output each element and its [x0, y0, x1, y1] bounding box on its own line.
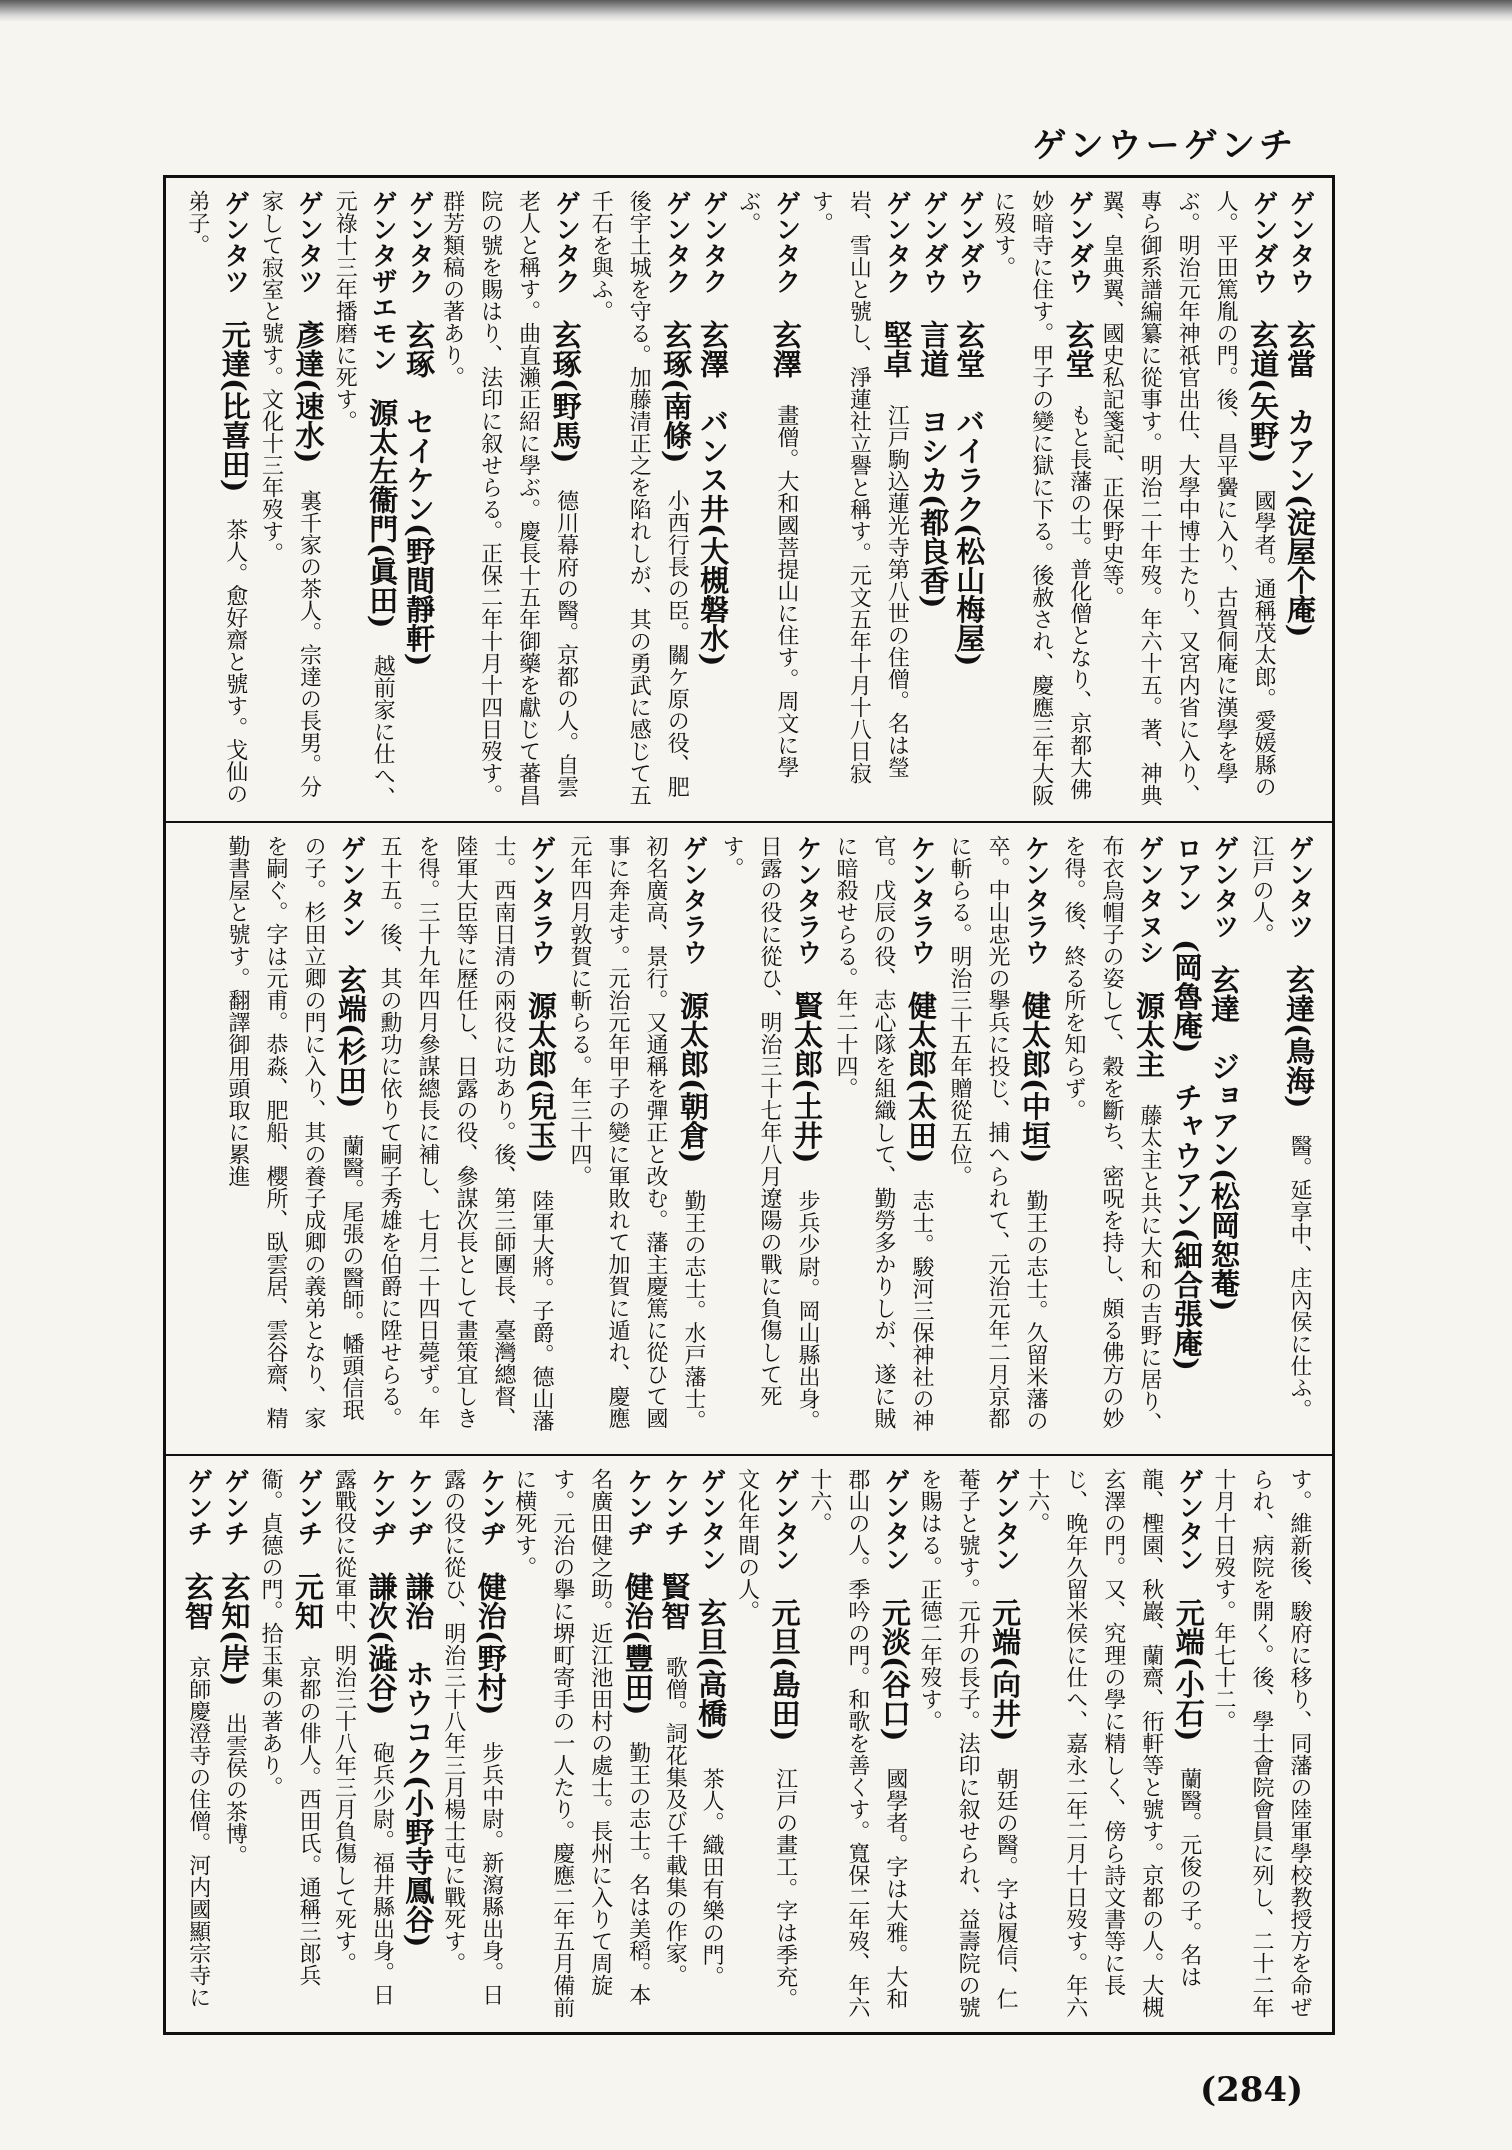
entry-reading: ゲンタザエモン: [367, 190, 398, 372]
entry-reading: ケンヂ: [366, 1468, 397, 1546]
entry-reading: ゲンタン: [696, 1468, 727, 1572]
entry-reading: ゲンタン: [336, 835, 366, 939]
entry-headword: 言道 ヨシカ(都良香): [916, 320, 951, 609]
entry-reading: ケンチ: [659, 1468, 690, 1546]
entry-description: 出雲侯の茶博。: [222, 1712, 248, 1867]
entry-headword: 玄琢(南條): [659, 320, 694, 464]
entry-reading: ゲンタツ: [219, 190, 250, 294]
entry-description: 畫僧。大和國菩提山に住す。周文に學ぶ。: [735, 190, 799, 778]
dictionary-entry: [1054, 835, 1168, 1442]
entry-description: 小西行長の臣。關ケ原の役、肥後宇土城を守る。加藤清正之を陷れしが、其の勇武に感じて五千石を與ふ。: [588, 190, 690, 806]
entry-reading: ゲンチ: [182, 1468, 213, 1546]
dictionary-entry: [987, 190, 1098, 809]
dictionary-entry: [805, 190, 916, 809]
dictionary-entry: [915, 190, 951, 809]
entry-reading: ケンタラウ: [1020, 835, 1050, 965]
entry-reading: ゲンタク: [550, 190, 581, 294]
dictionary-entry: [1098, 190, 1282, 809]
dictionary-entry: [585, 190, 696, 809]
entry-headword: 賢智: [657, 1572, 692, 1630]
entry-headword: 元達(比喜田): [217, 320, 252, 493]
dictionary-entry: [400, 1468, 436, 2020]
entry-reading: ゲンタン: [769, 1468, 800, 1572]
entry-description: 德川幕府の醫。京都の人。自雲老人と稱す。曲直瀨正紹に學ぶ。慶長十五年御藥を獻じて蕃昌院の號を賜はり、法印に叙せらる。正保二年十月十四日歿す。群芳類稿の著あり。: [439, 190, 579, 806]
entry-reading: ゲンタク: [881, 190, 912, 294]
dictionary-entry: [560, 835, 712, 1442]
entry-headword: 元知: [290, 1572, 325, 1630]
entry-headword: 源太郎(朝倉): [676, 991, 710, 1164]
entry-headword: 玄琢(野馬): [548, 320, 583, 464]
entry-description: もと長藩の士。普化僧となり、京都大佛妙暗寺に住す。甲子の變に獄に下る。後赦され、慶應三年大阪に歿す。: [990, 190, 1092, 806]
entry-reading: ケンヂ: [403, 1468, 434, 1546]
entry-headword: 玄堂 バイラク(松山梅屋): [952, 320, 987, 667]
entry-description: 京師慶澄寺の住僧。河内國顯宗寺に: [185, 1656, 211, 2008]
dictionary-entry: [1242, 835, 1318, 1442]
entry-headword: 元端(向井): [988, 1598, 1023, 1742]
entry-reading: ゲンタツ: [1284, 835, 1314, 939]
entry-reading: ゲンタク: [770, 190, 801, 294]
entry-description: 蘭醫。尾張の醫師。幡頭信珉の子。杉田立卿の門に入り、其の養子成卿の義弟となり、家を嗣ぐ。字は元甫。恭淼、肥船、櫻所、臥雲居、雲谷齋、精勤書屋と號す。翻譯御用頭取に累進: [225, 835, 364, 1429]
entry-description: 勤王の志士。名は美稻。本名廣田健之助。近江池田村の處士。長州に入りて周旋す。元治の擧に堺町寄手の一人たり。慶應二年五月備前に横死す。: [511, 1468, 651, 2018]
entry-description: 裏千家の茶人。宗達の長男。分家して寂室と號す。文化十三年歿す。: [258, 190, 322, 798]
entry-description: 江戸の畫工。字は季充。文化年間の人。: [734, 1468, 798, 2010]
dictionary-entry: [218, 835, 370, 1442]
entry-reading: ゲンダウ: [918, 190, 949, 294]
entry-band-middle: [166, 823, 1332, 1456]
entry-reading: ゲンタン: [879, 1468, 910, 1572]
dictionary-entry: [328, 190, 402, 809]
dictionary-entry: [217, 1468, 254, 2020]
entry-description: 茶人。織田有樂の門。: [699, 1767, 725, 1988]
dictionary-entry: [401, 190, 437, 809]
entry-reading: ゲンダウ: [1248, 190, 1279, 294]
entry-reading: ゲンタク: [698, 190, 729, 294]
entry-headword: 源太郎(兒玉): [524, 991, 558, 1164]
entry-headword: (岡魯庵) チャウアン(細合張庵): [1170, 939, 1204, 1371]
entry-description: 江戸駒込蓮光寺第八世の住僧。名は瑩岩、雪山と號し、淨蓮社立譽と稱す。元文五年十月十八日寂す。: [808, 190, 910, 784]
entry-description: 志士。駿河三保神社の神官。戊辰の役、志心隊を組織して、勤勞多かりしが、遂に賊に暗殺せらる。年二十四。: [833, 835, 934, 1432]
dictionary-entry: [1208, 1468, 1318, 2020]
dictionary-entry: [437, 190, 584, 809]
entry-reading: ゲンタク: [404, 190, 435, 294]
dictionary-entry: [254, 190, 328, 809]
dictionary-entry: [712, 835, 826, 1442]
entry-headword: 賢太郎(土井): [790, 991, 824, 1164]
entry-reading: ゲンタヌシ: [1134, 835, 1164, 965]
entry-reading: ゲンタツ: [293, 190, 324, 294]
dictionary-entry: [370, 835, 560, 1442]
entry-reading: ケンヂ: [475, 1468, 506, 1546]
entry-headword: 玄旦(高橋): [694, 1598, 729, 1742]
entry-reading: ゲンタク: [661, 190, 692, 294]
entry-headword: 玄澤 バンス井(大槻磐水): [696, 320, 731, 667]
entry-band-top: [166, 178, 1332, 823]
entry-headword: 彥達(速水): [291, 320, 326, 464]
entry-description: 醫。延享中、庄內侯に仕ふ。江戸の人。: [1249, 835, 1312, 1421]
entry-headword: 謙治 ホウコク(小野寺鳳谷): [401, 1572, 436, 1948]
entry-reading: ゲンタラウ: [526, 835, 556, 965]
dictionary-entry: [804, 1468, 914, 2020]
entry-band-bottom: [166, 1456, 1332, 2032]
dictionary-entry: [327, 1468, 400, 2020]
entry-reading: ケンタラウ: [792, 835, 822, 965]
entry-headword: 健太郎(太田): [904, 991, 938, 1164]
entry-headword: 健治(豐田): [620, 1572, 655, 1716]
entry-reading: ケンタラウ: [906, 835, 936, 965]
dictionary-frame: [163, 175, 1335, 2035]
entry-headword: 謙次(澁谷): [364, 1572, 399, 1716]
dictionary-entry: [436, 1468, 509, 2020]
entry-reading: ゲンダウ: [954, 190, 985, 294]
entry-headword: 玄達(鳥海): [1282, 965, 1316, 1109]
entry-headword: 堅卓: [879, 320, 914, 378]
entry-headword: 源太主: [1132, 991, 1166, 1078]
entry-reading: ゲンダウ: [1063, 190, 1094, 294]
entry-description: 京都の俳人。西田氏。通稱三郎兵衞。貞德の門。拾玉集の著あり。: [257, 1468, 321, 1986]
entry-reading: ゲンタツ: [1209, 835, 1239, 939]
entry-description: 茶人。愈好齋と號す。戈仙の弟子。: [184, 190, 248, 805]
dictionary-entry: [1282, 190, 1318, 809]
entry-headword: 玄道(矢野): [1246, 320, 1281, 464]
entry-description: 勤王の志士。水戸藩士。初名廣高、景行。又通稱を彈正と改む。藩主慶篤に從ひて國事に奔走す。元治元年甲子の變に軍敗れて加賀に遁れ、慶應元年四月敦賀に斬らる。年三十四。: [567, 835, 706, 1432]
entry-headword: 健治(野村): [473, 1572, 508, 1716]
entry-reading: ゲンタン: [1173, 1468, 1204, 1572]
entry-description: 陸軍大將。子爵。德山藩士。西南日清の兩役に功あり。後、第三師團長、臺灣總督、陸軍大臣等に歷任し、日露の役、參謀次長として畫策宜しきを得。三十九年四月參謀總長に補し、七月二十四日薨ず。年五十五。後、其の勳功に依りて嗣子秀雄を伯爵に陞せらる。: [377, 835, 554, 1432]
entry-headword: 玄端(杉田): [334, 965, 368, 1109]
entry-description: 越前家に仕へ、元祿十三年播磨に死す。: [332, 190, 396, 809]
dictionary-entry: [253, 1468, 326, 2020]
entry-reading: ゲンタン: [990, 1468, 1021, 1572]
entry-description: 步兵中尉。新瀉縣出身。日露の役に從ひ、明治三十八年三月楊士屯に戰死す。: [440, 1468, 504, 2006]
entry-headword: 健太郎(中垣): [1018, 991, 1052, 1164]
entry-reading: ゲンチ: [219, 1468, 250, 1546]
page-number: (284): [1200, 2070, 1304, 2110]
entry-headword: 玄琢 セイケン(野間靜軒): [402, 320, 437, 667]
entry-description: 勤王の志士。久留米藩の卒。中山忠光の擧兵に投じ、捕へられて、元治元年二月京都に斬らる。明治三十五年贈從五位。: [947, 835, 1048, 1432]
entry-headword: 元旦(島田): [767, 1598, 802, 1742]
dictionary-entry: [180, 190, 254, 809]
entry-reading: ロアン: [1172, 835, 1202, 913]
entry-headword: 玄達 ジョアン(松岡恕菴): [1207, 965, 1241, 1312]
dictionary-entry: [951, 190, 987, 809]
entry-description: 蘭醫。元俊の子。名は龍、檉園、秋巖、蘭齋、衎軒等と號す。京都の人。大槻玄澤の門。又、究理の學に精しく、傍ら詩文書等に長じ、晚年久留米侯に仕へ、嘉永二年二月十日歿す。年六十六。: [1024, 1468, 1202, 2018]
dictionary-entry: [695, 190, 731, 809]
dictionary-entry: [180, 1468, 217, 2020]
entry-headword: 玄堂: [1061, 320, 1096, 378]
entry-description: 步兵少尉。岡山縣出身。日露の役に從ひ、明治三十七年八月遼陽の戰に負傷して死す。: [719, 835, 820, 1432]
entry-description: す。維新後、駿府に移り、同藩の陸軍學校教授方を命ぜられ、病院を開く。後、學士會院會員に列し、二十二年十月十日歿す。年七十二。: [1211, 1468, 1312, 2018]
dictionary-entry: [730, 1468, 803, 2020]
dictionary-entry: [1024, 1468, 1208, 2020]
entry-headword: 玄當 カアン(淀屋个庵): [1283, 320, 1317, 638]
dictionary-entry: [826, 835, 940, 1442]
entry-headword: 玄澤: [768, 320, 803, 378]
entry-reading: ゲンタラウ: [678, 835, 708, 965]
entry-reading: ケンヂ: [622, 1468, 653, 1546]
entry-description: 藤太主と共に大和の吉野に居り、布衣烏帽子の姿して、穀を斷ち、密呪を持し、頗る佛方の妙を得。後、終る所を知らず。: [1061, 835, 1162, 1434]
entry-headword: 玄知(岸): [217, 1572, 252, 1687]
running-header: ゲンウーゲンチ: [1032, 126, 1297, 166]
dictionary-entry: [693, 1468, 730, 2020]
dictionary-entry: [1168, 835, 1205, 1442]
dictionary-entry: [914, 1468, 1024, 2020]
entry-reading: ゲンタウ: [1285, 190, 1315, 294]
entry-description: 歌僧。詞花集及び千載集の作家。: [662, 1656, 688, 1986]
dictionary-entry: [940, 835, 1054, 1442]
entry-headword: 元淡(谷口): [877, 1598, 912, 1742]
entry-reading: ゲンチ: [292, 1468, 323, 1546]
dictionary-entry: [1205, 835, 1242, 1442]
entry-headword: 源太左衞門(眞田): [365, 398, 400, 629]
dictionary-entry: [731, 190, 805, 809]
entry-headword: 玄智: [180, 1572, 215, 1630]
scan-shadow: [0, 0, 1512, 22]
dictionary-entry: [657, 1468, 694, 2020]
entry-headword: 元端(小石): [1171, 1598, 1206, 1742]
entry-description: 砲兵少尉。福井縣出身。日露戰役に從軍中、明治三十八年三月負傷して死す。: [331, 1468, 395, 2006]
entry-description: 國學者。字は大雅。大和郡山の人。季吟の門。和歌を善くす。寬保二年歿、年六十六。: [806, 1468, 908, 2018]
dictionary-entry: [510, 1468, 657, 2020]
entry-description: 朝廷の醫。字は履信、仁菴子と號す。元升の長子。法印に叙せられ、益壽院の號を賜はる。正德二年歿す。: [917, 1468, 1019, 2018]
entry-description: 國學者。通稱茂太郎。愛媛縣の人。平田篤胤の門。後、昌平黌に入り、古賀侗庵に漢學を學ぶ。明治元年神祇官出仕、大學中博士たり、又宮内省に入り、專ら御系譜編纂に從事す。明治二十年歿。年六十五。著、神典翼、皇典翼、國史私記箋記、正保野史等。: [1099, 190, 1277, 806]
